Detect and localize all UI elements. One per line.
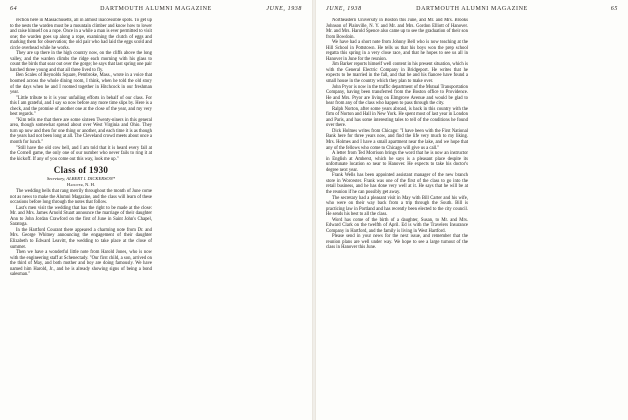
left-page: [0, 0, 312, 420]
paragraph: Ralph Norton, after some years abroad, is back in this country with the firm of Norton and Hall in New York. He spent most of last year in London and Paris, and has some interesting tales to tell of the conditions he found over there.: [326, 106, 468, 129]
paragraph: John Pryor is now in the traffic department of the Mutual Transportation Company, having been transferred from the Boston office to Providence. He and Mrs. Pryor are living on Elmgrove Avenue and would be glad to hear from any of the class who happen to pass through the city.: [326, 84, 468, 107]
left-page-columns: [10, 18, 302, 416]
page-number: 65: [610, 6, 618, 12]
paragraph: We have had a short note from Johnny Bell who is now teaching at the Hill School in Pottstown. He tells us that his boys won the prep school regatta this spring in a very close race, and that he hopes to see us all in Hanover in June for the reunion.: [326, 40, 468, 62]
paragraph: Word has come of the birth of a daughter, Susan, to Mr. and Mrs. Edward Clark on the twelfth of April. Ed is with the Travelers Insurance Company in Hartford, and the family is living in West Hartford.: [326, 217, 468, 234]
right-page-columns: [326, 18, 618, 416]
issue-date: JUNE, 1938: [326, 6, 362, 12]
left-page-header: [10, 6, 302, 16]
paragraph: "Little tribute to it is your unfailing efforts in behalf of our class. For this I am grateful, and I say so now before any more time slips by. Here is a check, and the promise of another one at the close of the year, and my very best regards.": [10, 95, 152, 118]
paragraph: Dick Holmes writes from Chicago: "I have been with the First National Bank here for three years now, and find the life very much to my liking. Mrs. Holmes and I have a small apartment near the lake, and we hope that any of the fellows who come to Chicago will give us a call.": [326, 128, 468, 151]
paragraph: "Still have the old cow bell, and I am told that it is heard every fall at the Cornell game, the only one of our number who never fails to ring it at the kickoff. If any of you come out this way, look me up.": [10, 145, 152, 162]
issue-date: JUNE, 1938: [266, 6, 302, 12]
paragraph: Frank Wells has been appointed assistant manager of the new branch store in Worcester. Frank was one of the first of the class to go into the retail business, and he has done very well at it. He says that he will be at the reunion if he can possibly get away.: [326, 173, 468, 195]
paragraph: They are up there in the high country now, on the cliffs above the long valley, and the warden climbs the ridge each morning with his glass to count the birds that soar out over the gorge; he says that last spring one pair hatched three young and that all three lived to fly.: [10, 51, 152, 73]
paragraph: The secretary had a pleasant visit in May with Bill Carter and his wife, who were on their way back from a trip through the South. Bill is practicing law in Portland and has recently been elected to the city council. He sends his best to all the class.: [326, 195, 468, 218]
paragraph: A letter from Ted Morrison brings the word that he is now an instructor in English at Amherst, which he says is a pleasant place despite its unfortunate location so near to Hanover. He expects to take his doctor's degree next year.: [326, 151, 468, 173]
page-number: 64: [10, 6, 18, 12]
paragraph: Last's men visit the wedding that has the right to be made at the close: Mr. and Mrs. James Arnold Stuart announce the marriage of their daughter Ann to John Jordan Crawford on the first of June in Saint John's Chapel, Saratoga.: [10, 205, 152, 228]
paragraph: In the Hartford Courant there appeared a charming note from Dr. and Mrs. George Whitney announcing the engagement of their daughter Elizabeth to Edward Leavitt, the wedding to take place at the close of summer.: [10, 227, 152, 250]
class-secretary: Secretary, ALBERT I. DICKERSON*: [46, 176, 116, 182]
right-page-header: [326, 6, 618, 16]
paragraph: "Kim tells me that there are some sixteen Twenty-niners in this general area, though somewhat spread about over West Virginia and Ohio. They turn up now and then for one thing or another, and each time it is as though the years had not been long at all. The Cleveland crowd meets about once a month for lunch.": [10, 117, 152, 146]
paragraph: Please send in your news for the next issue, and remember that the reunion plans are well under way. We hope to see a large turnout of the class in Hanover this June.: [326, 234, 468, 251]
paragraph: Jim Barker reports himself well content in his present situation, which is with the General Electric Company in Bridgeport. He writes that he expects to be married in the fall, and that he and his fiancee have found a small house in the country which they plan to make over.: [326, 62, 468, 85]
running-title: DARTMOUTH ALUMNI MAGAZINE: [416, 6, 528, 12]
right-page: [316, 0, 628, 420]
paragraph: Ben Scales of Reynolds Square, Pembroke, Mass., wrote in a voice that boomed across the whole dining room, I think, when he told the old story of the days when he and I roomed together in Hitchcock in our freshman year.: [10, 73, 152, 96]
paragraph: Northeastern University in Boston this June, and Mr. and Mrs. Brooks Johnson of Plainville, N. Y. and Mr. and Mrs. Gordon Elliott of Hanover. Mr. and Mrs. Harold Spence also came up to see the graduation of their son from Bowdoin.: [326, 18, 468, 40]
paragraph: The wedding bells that rang merrily throughout the month of June come not as news to make the Alumni Magazine, and the class will learn of these occasions before long through the notes that follow.: [10, 189, 152, 206]
class-address: Hanover, N. H.: [66, 181, 96, 187]
paragraph: rection here in Massachusetts, all in almost inaccessible spots. To get up to the nests the warden must be a mountain climber and know how to lower and raise himself on a rope. Once in a while a man is ever permitted to visit one; the warden goes up along a rope, examining the clutch of eggs and marking them for observation; the old pair who had laid the eggs scold and circle overhead while he works.: [10, 18, 152, 51]
paragraph: Then we have a wonderful little note from Harold Jones, who is now with the engineering staff at Schenectady. "Our first child, a son, arrived on the third of May, and both mother and boy are doing famously. We have named him Harold, Jr., and he is already showing signs of being a bond salesman.": [10, 250, 152, 278]
running-title: DARTMOUTH ALUMNI MAGAZINE: [100, 6, 212, 12]
class-title: Class of 1930: [53, 165, 109, 176]
class-heading: [10, 165, 152, 187]
